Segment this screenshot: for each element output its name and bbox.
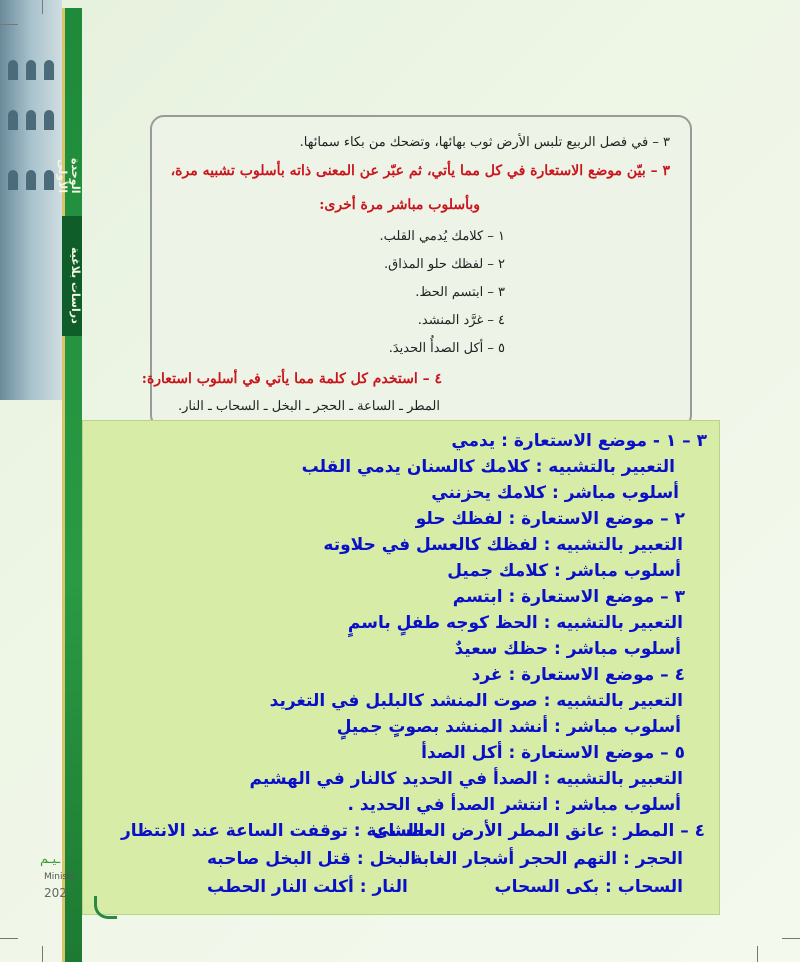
question-3-heading: ٣ – بيّن موضع الاستعارة في كل مما يأتي، ثم عبّر عن المعنى ذاته بأسلوب تشبيه مرة،	[170, 163, 670, 179]
exercise-item: ١ – كلامك يُدمي القلب.	[379, 229, 505, 244]
answer-line: النار : أكلت النار الحطب	[207, 877, 408, 897]
answer-line: التعبير بالتشبيه : لفظك كالعسل في حلاوته	[323, 535, 683, 555]
crop-mark	[757, 946, 758, 962]
answer-line: البخل : قتل البخل صاحبه	[207, 849, 417, 869]
ministry-logo: ـيـم	[40, 852, 61, 867]
exercise-item: ٢ – لفظك حلو المذاق.	[384, 257, 505, 272]
answer-line: ٥ – موضع الاستعارة : أكل الصدأ	[421, 743, 685, 763]
answer-panel	[82, 420, 720, 915]
answer-line: أسلوب مباشر : أنشد المنشد بصوتٍ جميلٍ	[336, 717, 681, 737]
section-label: دراسات بلاغية	[69, 246, 82, 324]
answer-line: التعبير بالتشبيه : صوت المنشد كالبلبل في التغريد	[269, 691, 683, 711]
answer-line: السحاب : بكى السحاب	[494, 877, 683, 897]
exercise-line: ٣ – في فصل الربيع تلبس الأرض ثوب بهائها، وتضحك من بكاء سمائها.	[299, 135, 670, 150]
exercise-item: ٣ – ابتسم الحظ.	[415, 285, 505, 300]
answer-line: أسلوب مباشر : انتشر الصدأ في الحديد .	[347, 795, 681, 815]
answer-line: ٢ – موضع الاستعارة : لفظك حلو	[415, 509, 685, 529]
answer-line: ٤ – موضع الاستعارة : غرد	[471, 665, 685, 685]
exercise-box	[141, 115, 692, 429]
question-3-subheading: وبأسلوب مباشر مرة أخرى:	[319, 197, 480, 213]
question-4-heading: ٤ – استخدم كل كلمة مما يأتي في أسلوب استعارة:	[141, 371, 442, 387]
exercise-item: ٥ – أكل الصدأُ الحديدَ.	[388, 341, 505, 356]
answer-line: ٣ – ١ - موضع الاستعارة : يدمي	[451, 431, 707, 451]
answer-line: التعبير بالتشبيه : كلامك كالسنان يدمي القلب	[301, 457, 675, 477]
answer-line: أسلوب مباشر : حظك سعيدٌ	[454, 639, 681, 659]
crop-mark	[0, 938, 18, 939]
crop-mark	[42, 946, 43, 962]
exercise-item: ٤ – غرَّد المنشد.	[417, 313, 505, 328]
answer-line: الساعة : توقفت الساعة عند الانتظار	[121, 821, 425, 841]
minaret-image	[0, 0, 62, 400]
answer-line: التعبير بالتشبيه : الحظ كوجه طفلٍ باسمٍ	[347, 613, 683, 633]
answer-line: أسلوب مباشر : كلامك جميل	[447, 561, 681, 581]
answer-line: الحجر : التهم الحجر أشجار الغابة	[412, 849, 683, 869]
answer-line: ٤ – المطر : عانق المطر الأرض العطشى	[372, 821, 705, 841]
crop-mark	[782, 938, 800, 939]
crop-mark	[42, 0, 43, 14]
year-text: 202	[44, 886, 67, 900]
answer-line: أسلوب مباشر : كلامك يحزنني	[431, 483, 679, 503]
crop-mark	[0, 24, 18, 25]
answer-line: ٣ – موضع الاستعارة : ابتسم	[452, 587, 685, 607]
ministry-text: Ministr	[44, 872, 75, 882]
answer-line: التعبير بالتشبيه : الصدأ في الحديد كالنار في الهشيم	[249, 769, 683, 789]
unit-label: الوحدة الأولى	[56, 158, 82, 194]
question-4-words: المطر ـ الساعة ـ الحجر ـ البخل ـ السحاب ـ النار.	[177, 399, 440, 414]
